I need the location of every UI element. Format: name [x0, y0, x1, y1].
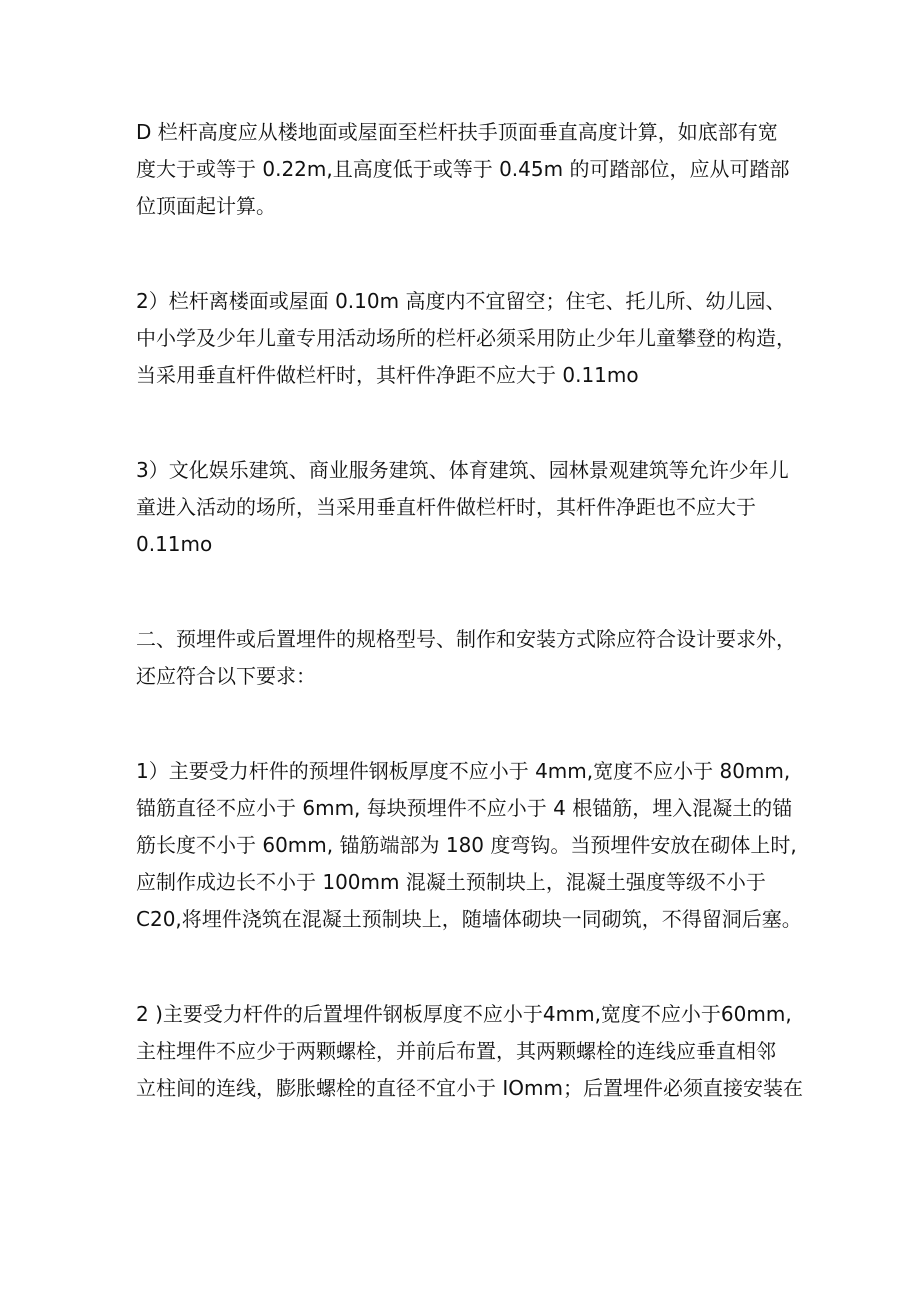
document-page — [136, 114, 803, 1107]
text-line: 0.11mo — [136, 532, 213, 556]
paragraph-railing-height — [136, 114, 796, 225]
text-line: C20,将埋件浇筑在混凝土预制块上，随墙体砌块一同砌筑，不得留洞后塞。 — [136, 907, 802, 931]
text-line: 童进入活动的场所，当采用垂直杆件做栏杆时，其杆件净距也不应大于 — [136, 495, 756, 519]
text-line: 立柱间的连线，膨胀螺栓的直径不宜小于 IOmm；后置埋件必须直接安装在 — [136, 1076, 803, 1100]
text-line: 应制作成边长不小于 100mm 混凝土预制块上，混凝土强度等级不小于 — [136, 870, 766, 894]
text-line: 筋长度不小于 60mm, 锚筋端部为 180 度弯钩。当预埋件安放在砌体上时, — [136, 833, 797, 857]
section-heading-embedded-parts — [136, 621, 796, 695]
text-line: 3）文化娱乐建筑、商业服务建筑、体育建筑、园林景观建筑等允许少年儿 — [136, 458, 789, 482]
paragraph-embedded-item-2 — [136, 996, 803, 1107]
text-line: 2）栏杆离楼面或屋面 0.10m 高度内不宜留空；住宅、托儿所、幼儿园、 — [136, 289, 786, 313]
paragraph-item-3 — [136, 452, 796, 563]
text-line: 2 )主要受力杆件的后置埋件钢板厚度不应小于4mm,宽度不应小于60mm, — [136, 1002, 792, 1026]
text-line: 主柱埋件不应少于两颗螺栓，并前后布置，其两颗螺栓的连线应垂直相邻 — [136, 1039, 776, 1063]
text-line: D 栏杆高度应从楼地面或屋面至栏杆扶手顶面垂直高度计算，如底部有宽 — [136, 120, 778, 144]
text-line: 中小学及少年儿童专用活动场所的栏杆必须采用防止少年儿童攀登的构造， — [136, 326, 796, 350]
text-line: 位顶面起计算。 — [136, 194, 276, 218]
text-line: 度大于或等于 0.22m,且高度低于或等于 0.45m 的可踏部位，应从可踏部 — [136, 157, 790, 181]
text-line: 二、预埋件或后置埋件的规格型号、制作和安装方式除应符合设计要求外， — [136, 627, 796, 651]
text-line: 锚筋直径不应小于 6mm, 每块预埋件不应小于 4 根锚筋，埋入混凝土的锚 — [136, 796, 793, 820]
text-line: 1）主要受力杆件的预埋件钢板厚度不应小于 4mm,宽度不应小于 80mm, — [136, 759, 791, 783]
paragraph-item-2 — [136, 283, 796, 394]
paragraph-embedded-item-1 — [136, 753, 802, 938]
text-line: 还应符合以下要求： — [136, 664, 316, 688]
text-line: 当采用垂直杆件做栏杆时，其杆件净距不应大于 0.11mo — [136, 363, 639, 387]
